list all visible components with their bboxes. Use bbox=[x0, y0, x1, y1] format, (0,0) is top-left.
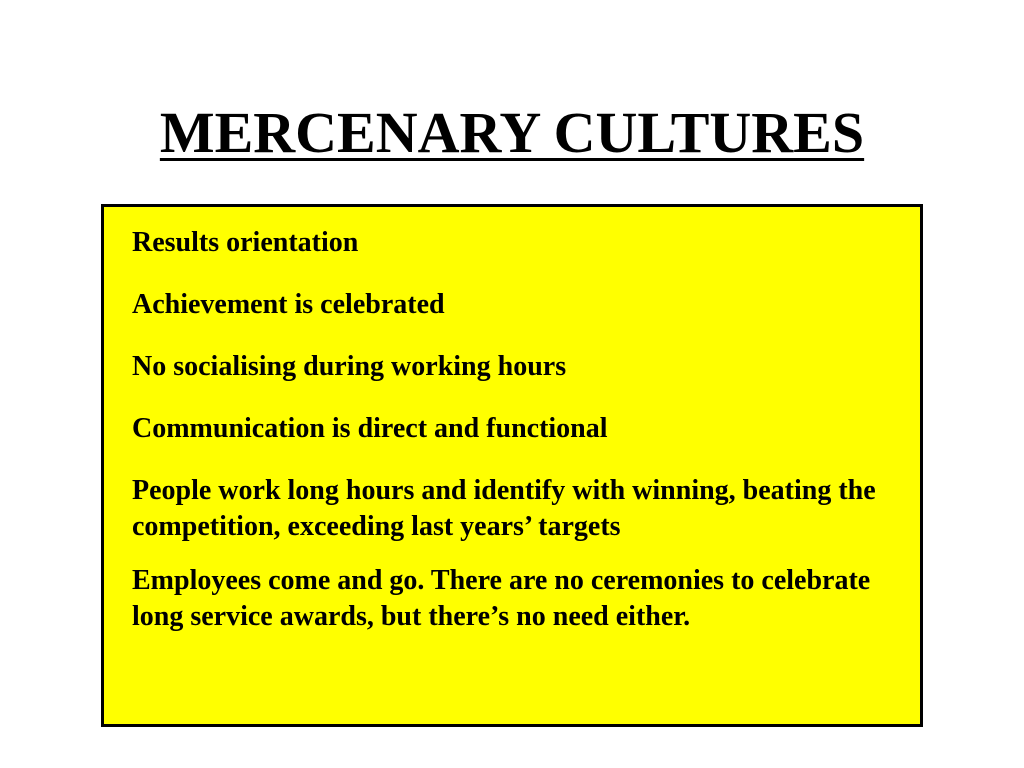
bullet-list bbox=[132, 225, 896, 635]
bullet-item-results-orientation: Results orientation bbox=[132, 227, 359, 258]
bullet-item-long-hours: People work long hours and identify with winning, beating the competition, exceeding last years’ targets bbox=[132, 475, 876, 542]
bullet-item-employees: Employees come and go. There are no ceremonies to celebrate long service awards, but there’s no need either. bbox=[132, 565, 871, 632]
content-box bbox=[101, 204, 923, 727]
bullet-item-no-socialising: No socialising during working hours bbox=[132, 351, 567, 382]
slide-title: MERCENARY CULTURES bbox=[159, 100, 865, 165]
bullet-item-achievement: Achievement is celebrated bbox=[132, 289, 445, 320]
bullet-item-communication: Communication is direct and functional bbox=[132, 413, 608, 444]
